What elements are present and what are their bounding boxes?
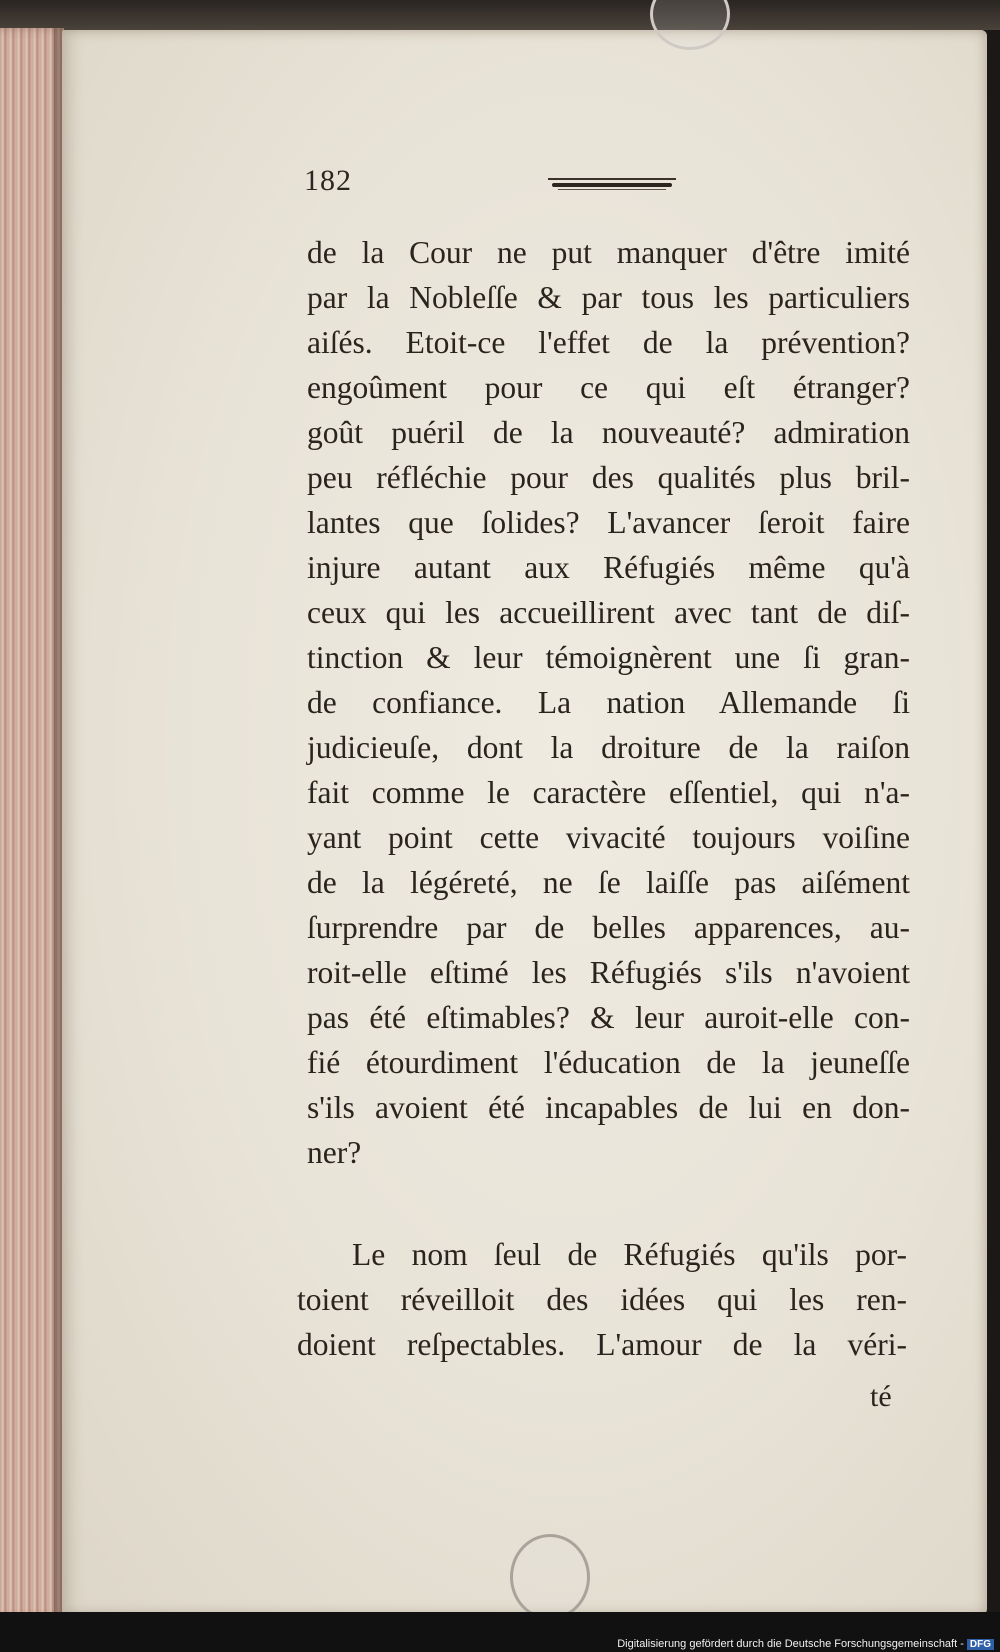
text-line: pas été eſtimables? & leur auroit-elle con- bbox=[307, 1000, 910, 1035]
text-line: par la Nobleſſe & par tous les particuliers bbox=[307, 280, 910, 315]
text-line: toient réveilloit des idées qui les ren- bbox=[297, 1282, 907, 1317]
rule-line bbox=[548, 178, 676, 180]
page-clip-bottom bbox=[510, 1534, 590, 1620]
text-line: lantes que ſolides? L'avancer ſeroit faire bbox=[307, 505, 910, 540]
text-line: ſurprendre par de belles apparences, au- bbox=[307, 910, 910, 945]
text-line-last: ner? bbox=[307, 1135, 362, 1170]
text-line: engoûment pour ce qui eſt étranger? bbox=[307, 370, 910, 405]
text-line: doient reſpectables. L'amour de la véri- bbox=[297, 1327, 907, 1362]
credit-text: Digitalisierung gefördert durch die Deutsche Forschungsgemeinschaft - bbox=[617, 1638, 964, 1650]
text-line: fié étourdiment l'éducation de la jeuneſſe bbox=[307, 1045, 910, 1080]
scanner-top-strip bbox=[0, 0, 1000, 30]
text-line: de la légéreté, ne ſe laiſſe pas aiſément bbox=[307, 865, 910, 900]
text-line: aiſés. Etoit-ce l'effet de la prévention? bbox=[307, 325, 910, 360]
rule-line bbox=[558, 189, 666, 190]
rule-line bbox=[552, 183, 672, 187]
catchword: té bbox=[870, 1380, 892, 1413]
page-number: 182 bbox=[304, 164, 352, 197]
text-line: peu réfléchie pour des qualités plus bril- bbox=[307, 460, 910, 495]
text-line: ceux qui les accueillirent avec tant de diſ- bbox=[307, 595, 910, 630]
text-line: de confiance. La nation Allemande ſi bbox=[307, 685, 910, 720]
dfg-logo: DFG bbox=[967, 1639, 994, 1650]
text-line: injure autant aux Réfugiés même qu'à bbox=[307, 550, 910, 585]
text-line: goût puéril de la nouveauté? admiration bbox=[307, 415, 910, 450]
text-line: judicieuſe, dont la droiture de la raiſon bbox=[307, 730, 910, 765]
digitization-credit bbox=[617, 1638, 994, 1650]
text-line: fait comme le caractère eſſentiel, qui n'a- bbox=[307, 775, 910, 810]
header-ornament-rule bbox=[548, 178, 676, 190]
text-line: de la Cour ne put manquer d'être imité bbox=[307, 235, 910, 270]
text-line: yant point cette vivacité toujours voiſine bbox=[307, 820, 910, 855]
text-line: roit-elle eſtimé les Réfugiés s'ils n'avoient bbox=[307, 955, 910, 990]
text-line-indent: Le nom ſeul de Réfugiés qu'ils por- bbox=[352, 1237, 907, 1272]
text-line: s'ils avoient été incapables de lui en don- bbox=[307, 1090, 910, 1125]
text-line: tinction & leur témoignèrent une ſi gran- bbox=[307, 640, 910, 675]
